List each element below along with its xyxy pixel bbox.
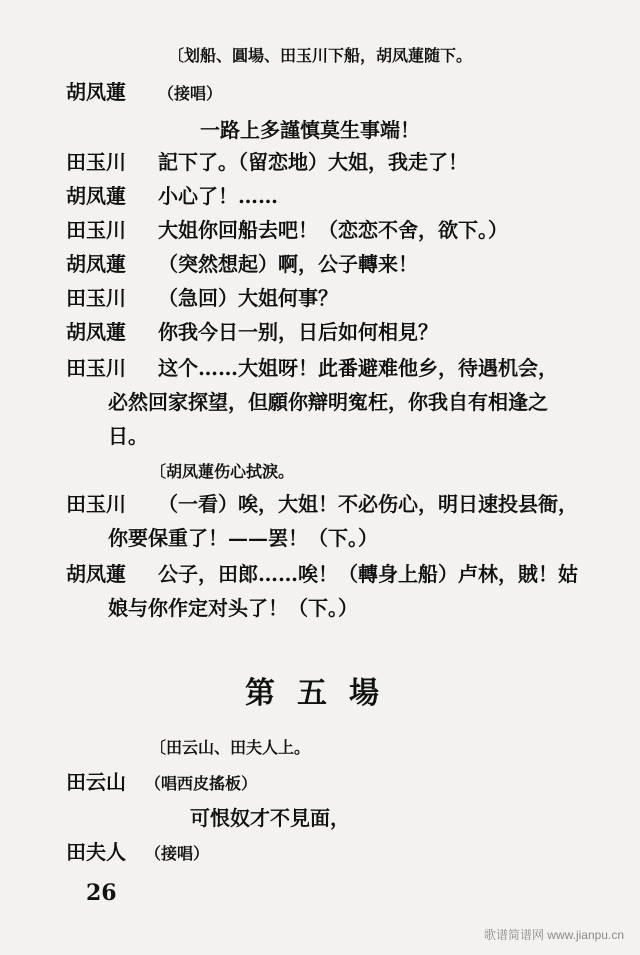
dialogue-text: 公子，田郎……唉！（轉身上船）卢林，賊！姑 <box>158 562 578 586</box>
speaker: 胡凤蓮 <box>66 184 126 208</box>
dialogue-text: 小心了！…… <box>158 184 278 208</box>
scene-title: 第五場 <box>245 676 401 711</box>
dialogue-text: （急回）大姐何事？ <box>158 286 338 310</box>
dialogue-continuation: 必然回家探望，但願你辯明寃枉，你我自有相逢之 <box>108 390 548 414</box>
sung-line: 一路上多謹慎莫生事端！ <box>200 118 420 142</box>
dialogue-continuation: 你要保重了！——罢！（下。） <box>108 526 378 550</box>
speaker: 胡凤蓮 <box>66 320 126 344</box>
speaker: 田玉川 <box>66 286 126 310</box>
watermark: 歌谱简谱网 www.jianpu.cn <box>483 928 624 942</box>
speaker: 胡凤蓮 <box>66 252 126 276</box>
dialogue-text: （一看）唉，大姐！不必伤心，明日速投县衙， <box>158 492 578 516</box>
speaker: 田夫人 <box>66 840 126 864</box>
dialogue-text: （接唱） <box>158 84 223 103</box>
dialogue-continuation: 日。 <box>108 424 148 448</box>
dialogue-text: （接唱） <box>145 844 210 863</box>
dialogue-text: （唱西皮搖板） <box>145 774 258 793</box>
dialogue-text: 記下了。（留恋地）大姐，我走了！ <box>158 150 468 174</box>
sung-line: 可恨奴才不見面， <box>190 806 350 830</box>
dialogue-text: 这个……大姐呀！此番避难他乡，待遇机会， <box>158 356 558 380</box>
speaker: 田玉川 <box>66 356 126 380</box>
dialogue-text: 你我今日一别，日后如何相見？ <box>158 320 438 344</box>
dialogue-text: 大姐你回船去吧！（恋恋不舍，欲下。） <box>158 218 508 242</box>
page-number: 26 <box>86 880 117 906</box>
dialogue-continuation: 娘与你作定对头了！（下。） <box>108 596 358 620</box>
stage-direction-1: 〔划船、圓場、田玉川下船，胡凤蓮随下。 <box>168 46 473 65</box>
stage-direction-3: 〔田云山、田夫人上。 <box>150 738 311 757</box>
speaker: 田云山 <box>66 770 126 794</box>
speaker: 胡凤蓮 <box>66 562 126 586</box>
speaker: 胡凤蓮 <box>66 80 126 104</box>
stage-direction-2: 〔胡凤蓮伤心拭淚。 <box>150 462 295 481</box>
speaker: 田玉川 <box>66 150 126 174</box>
dialogue-text: （突然想起）啊，公子轉来！ <box>158 252 418 276</box>
speaker: 田玉川 <box>66 218 126 242</box>
speaker: 田玉川 <box>66 492 126 516</box>
